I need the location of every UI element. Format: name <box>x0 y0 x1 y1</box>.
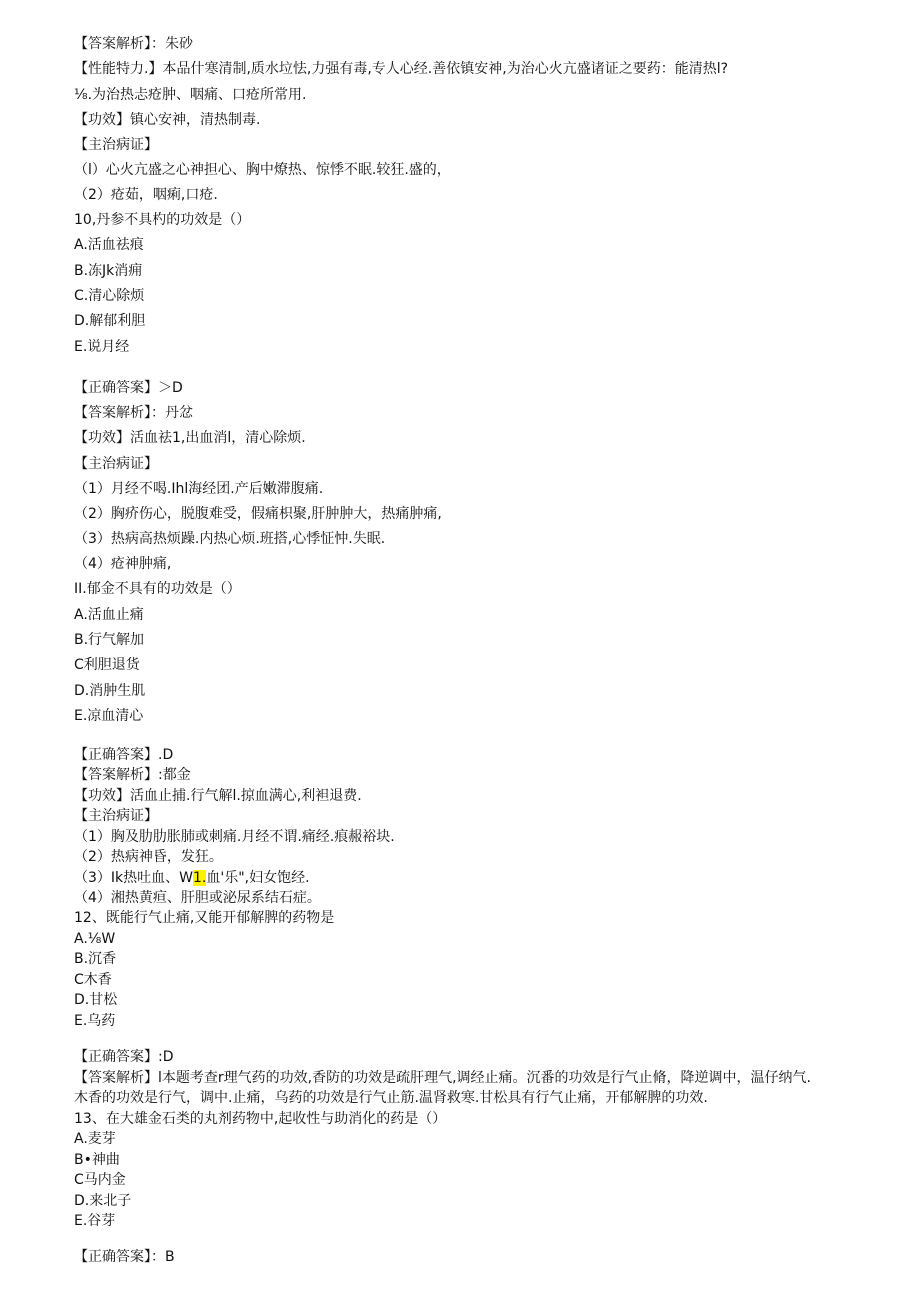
properties-line: 【性能特力.】本品什寒清制,质水垃怯,力强有毒,专人心经.善依镇安神,为治心火亢盛诸证之要药：能清热l? <box>74 61 729 77</box>
correct-answer-q12: 【正确答案】:D <box>74 1049 174 1065</box>
indication-item <box>74 869 310 887</box>
correct-answer-q13: 【正确答案】：B <box>74 1249 175 1265</box>
option-a: A.活血祛痕 <box>74 237 144 253</box>
indication-text: 血'乐",妇女饱经. <box>206 870 310 886</box>
option-a: A.麦芽 <box>74 1131 116 1147</box>
indication-item: （2）胸疥伤心，脱腹难受，假痛枳聚,肝肿肿大，热痛肿痛, <box>74 506 442 522</box>
option-b: B.沉香 <box>74 951 117 967</box>
efficacy-q10: 【功效】活血祛1,出血消l，清心除烦. <box>74 430 306 446</box>
question-10: 10,丹参不具杓的功效是（） <box>74 212 251 228</box>
analysis-q12-cont: 木香的功效是行气，调中.止痛，乌药的功效是行气止筋.温肾救寒.甘松具有行气止痛，开郁解脾的功效. <box>74 1090 708 1106</box>
indication-item: （2）疮茹，咽痢,口疮. <box>74 187 218 203</box>
correct-answer-q11: 【正确答案】.D <box>74 747 174 763</box>
option-b: B•神曲 <box>74 1152 120 1168</box>
indications-heading-q11: 【主治病证】 <box>74 808 158 824</box>
indication-item: （3）热病高热烦躁.内热心烦.班搭,心悸怔忡.失眠. <box>74 531 386 547</box>
properties-line-cont: ⅛.为治热忐疮肿、咽痛、口疮所常用. <box>74 87 307 103</box>
option-a: A.⅛W <box>74 931 116 947</box>
correct-answer-q10: 【正确答案】＞D <box>74 380 183 396</box>
question-12: 12、既能行气止痛,又能开郁解脾的药物是 <box>74 910 335 926</box>
analysis-q10: 【答案解析】：丹忿 <box>74 405 193 421</box>
question-11: II.郁金不具有的功效是（） <box>74 581 241 597</box>
option-e: E.凉血清心 <box>74 708 144 724</box>
option-b: B.行气解加 <box>74 632 145 648</box>
option-e: E.说月经 <box>74 339 130 355</box>
analysis-q11: 【答案解析】:都金 <box>74 767 191 783</box>
option-a: A.活血止痛 <box>74 607 144 623</box>
question-13: 13、在大雄金石类的丸剂药物中,起收性与助消化的药是（） <box>74 1111 447 1127</box>
analysis-q12: 【答案解析】l本题考查r理气药的功效,香防的功效是疏肝理气,调经止痛。沉番的功效是行气止脩，降逆调中，温仔纳气. <box>74 1070 811 1086</box>
highlight-mark: 1. <box>193 870 207 886</box>
option-d: D.解郁利胆 <box>74 313 146 329</box>
indication-text: （3）Ik热吐血、W <box>74 870 193 886</box>
option-c: C木香 <box>74 972 112 988</box>
indications-heading-q9: 【主治病证】 <box>74 137 158 153</box>
efficacy-q11: 【功效】活血止捕.行气解l.掠血满心,利袒退费. <box>74 788 362 804</box>
option-c: C马内金 <box>74 1172 126 1188</box>
option-b: B.冻Jk消痈 <box>74 263 143 279</box>
indication-item: （1）胸及肋肋胀肺或刺痛.月经不谓.痛经.痕赧裕块. <box>74 829 395 845</box>
option-e: E.乌药 <box>74 1013 116 1029</box>
indication-item: （2）热病神昏，发狂。 <box>74 849 223 865</box>
efficacy-q9: 【功效】镇心安神，清热制毒. <box>74 112 261 128</box>
indication-item: （l）心火亢盛之心神担心、胸中燎热、惊悸不眠.较狂.盛的， <box>74 162 451 178</box>
indications-heading-q10: 【主治病证】 <box>74 456 158 472</box>
indication-item: （4）湘热黄疸、肝胆或泌尿系结石症。 <box>74 890 321 906</box>
option-c: C.清心除烦 <box>74 288 145 304</box>
option-e: E.谷芽 <box>74 1213 116 1229</box>
option-d: D.甘松 <box>74 992 118 1008</box>
option-d: D.消肿生肌 <box>74 683 146 699</box>
option-d: D.来北子 <box>74 1193 132 1209</box>
analysis-q9: 【答案解析】：朱砂 <box>74 36 193 52</box>
indication-item: （1）月经不喝.Ihl海经团.产后嫩滞腹痛. <box>74 481 324 497</box>
option-c: C利胆退货 <box>74 657 140 673</box>
indication-item: （4）疮神肿痛, <box>74 556 172 572</box>
